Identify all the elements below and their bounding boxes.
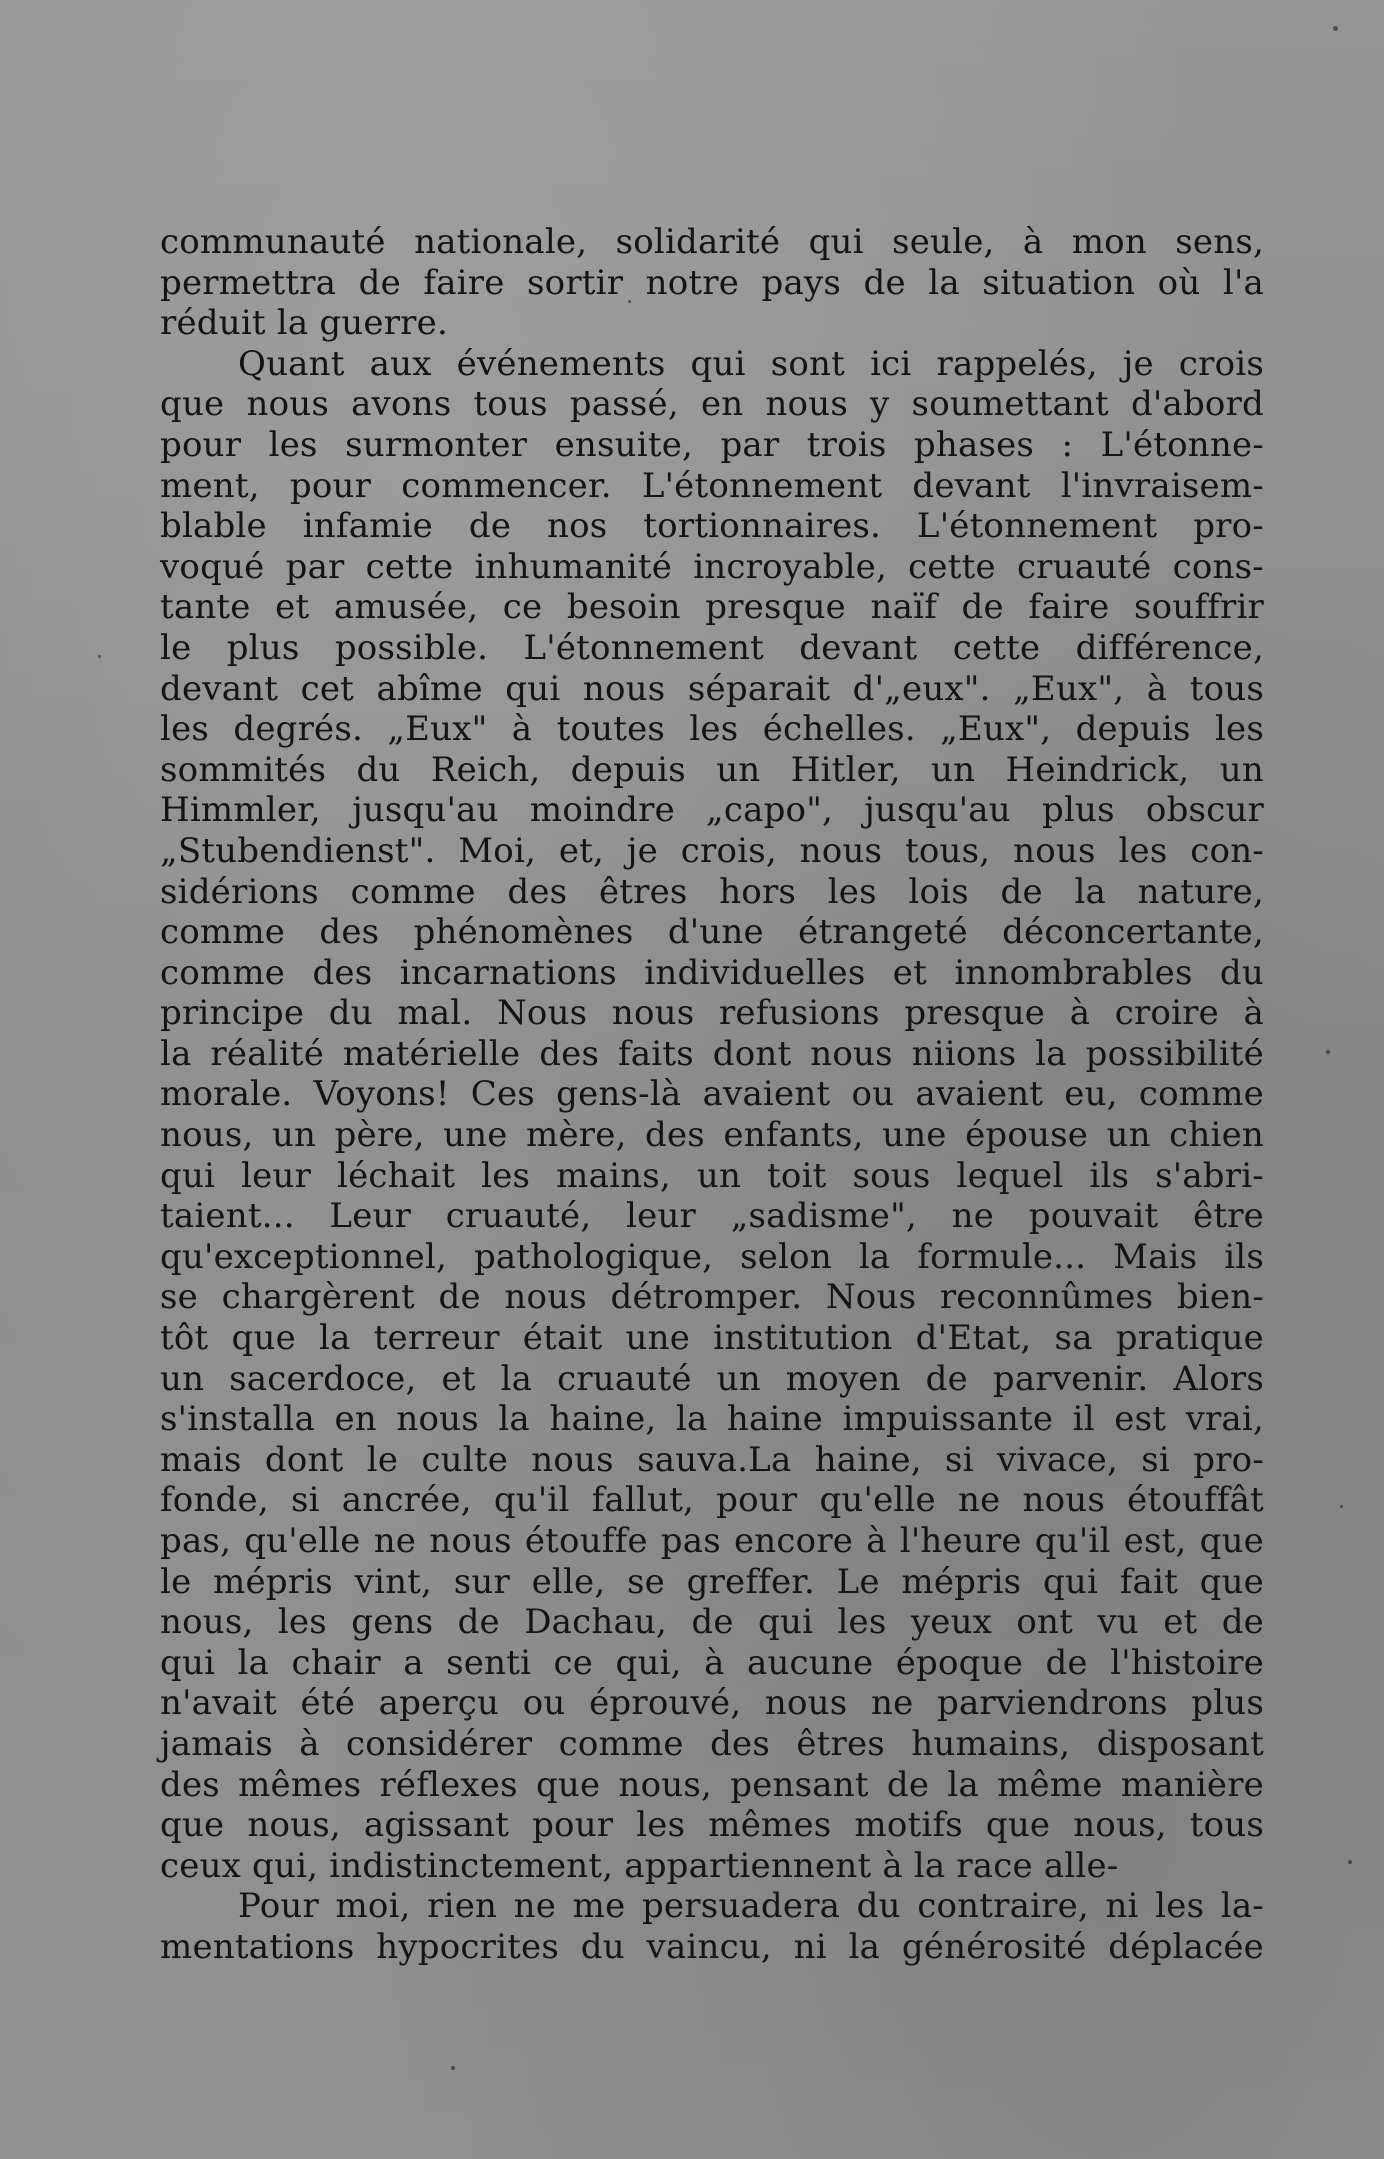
ink-speck — [1340, 1505, 1343, 1508]
text-line: principe du mal. Nous nous refusions presque à croire à — [160, 993, 1264, 1034]
text-line: Himmler, jusqu'au moindre „capo", jusqu'au plus obscur — [160, 790, 1264, 831]
ink-speck — [451, 2066, 455, 2070]
paragraph-3 — [160, 1886, 1264, 1967]
text-line: pour les surmonter ensuite, par trois phases : L'étonne- — [160, 424, 1264, 465]
text-line: devant cet abîme qui nous séparait d'„eux". „Eux", à tous — [160, 668, 1264, 709]
text-line: fonde, si ancrée, qu'il fallut, pour qu'elle ne nous étouffât — [160, 1480, 1264, 1521]
text-line: permettra de faire sortir notre pays de la situation où l'a — [160, 262, 1264, 303]
text-line: ment, pour commencer. L'étonnement devant l'invraisem- — [160, 465, 1264, 506]
text-line: Quant aux événements qui sont ici rappelés, je crois — [238, 343, 1264, 384]
text-line: mais dont le culte nous sauva.La haine, si vivace, si pro- — [160, 1439, 1264, 1480]
text-line: qu'exceptionnel, pathologique, selon la formule... Mais ils — [160, 1236, 1264, 1277]
text-line: tante et amusée, ce besoin presque naïf de faire souffrir — [160, 587, 1264, 628]
paragraph-1 — [160, 222, 1264, 344]
text-line: voqué par cette inhumanité incroyable, cette cruauté cons- — [160, 546, 1264, 587]
text-line: ceux qui, indistinctement, appartiennent à la race alle- — [160, 1845, 1119, 1886]
text-line: morale. Voyons! Ces gens-là avaient ou avaient eu, comme — [160, 1074, 1264, 1115]
text-line: s'installa en nous la haine, la haine impuissante il est vrai, — [160, 1399, 1264, 1440]
ink-speck — [1326, 1050, 1330, 1054]
text-line: sommités du Reich, depuis un Hitler, un Heindrick, un — [160, 749, 1264, 790]
text-line: qui leur léchait les mains, un toit sous lequel ils s'abri- — [160, 1155, 1264, 1196]
text-line: comme des phénomènes d'une étrangeté déconcertante, — [160, 912, 1264, 953]
text-line: le plus possible. L'étonnement devant cette différence, — [160, 627, 1264, 668]
text-line: se chargèrent de nous détromper. Nous reconnûmes bien- — [160, 1277, 1264, 1318]
text-line: tôt que la terreur était une institution d'Etat, sa pratique — [160, 1318, 1264, 1359]
text-line: réduit la guerre. — [160, 303, 448, 344]
text-line: taient... Leur cruauté, leur „sadisme", ne pouvait être — [160, 1196, 1264, 1237]
text-line: le mépris vint, sur elle, se greffer. Le mépris qui fait que — [160, 1561, 1264, 1602]
text-line: nous, les gens de Dachau, de qui les yeux ont vu et de — [160, 1602, 1264, 1643]
text-line: un sacerdoce, et la cruauté un moyen de parvenir. Alors — [160, 1358, 1264, 1399]
text-line: pas, qu'elle ne nous étouffe pas encore à l'heure qu'il est, que — [160, 1521, 1264, 1561]
ink-speck — [1333, 26, 1338, 31]
text-line: communauté nationale, solidarité qui seule, à mon sens, — [160, 222, 1264, 262]
text-line: les degrés. „Eux" à toutes les échelles. „Eux", depuis les — [160, 709, 1264, 750]
text-line: n'avait été aperçu ou éprouvé, nous ne parviendrons plus — [160, 1683, 1264, 1724]
text-line: jamais à considérer comme des êtres humains, disposant — [160, 1723, 1264, 1764]
text-line: sidérions comme des êtres hors les lois de la nature, — [160, 871, 1264, 912]
ink-speck — [1348, 1860, 1352, 1864]
body-text — [160, 222, 1264, 1968]
text-line: blable infamie de nos tortionnaires. L'étonnement pro- — [160, 506, 1264, 547]
text-line: „Stubendienst". Moi, et, je crois, nous tous, nous les con- — [160, 830, 1264, 871]
text-line: que nous avons tous passé, en nous y soumettant d'abord — [160, 384, 1264, 425]
text-line: qui la chair a senti ce qui, à aucune époque de l'histoire — [160, 1642, 1264, 1683]
text-line: mentations hypocrites du vaincu, ni la générosité déplacée — [160, 1926, 1264, 1967]
paragraph-2 — [160, 344, 1264, 1887]
text-line: nous, un père, une mère, des enfants, une épouse un chien — [160, 1115, 1264, 1156]
text-line: que nous, agissant pour les mêmes motifs que nous, tous — [160, 1805, 1264, 1846]
text-line: comme des incarnations individuelles et innombrables du — [160, 952, 1264, 993]
text-line: des mêmes réflexes que nous, pensant de la même manière — [160, 1764, 1264, 1805]
ink-speck — [98, 655, 101, 658]
text-line: Pour moi, rien ne me persuadera du contraire, ni les la- — [238, 1886, 1264, 1927]
text-line: la réalité matérielle des faits dont nous niions la possibilité — [160, 1033, 1264, 1074]
